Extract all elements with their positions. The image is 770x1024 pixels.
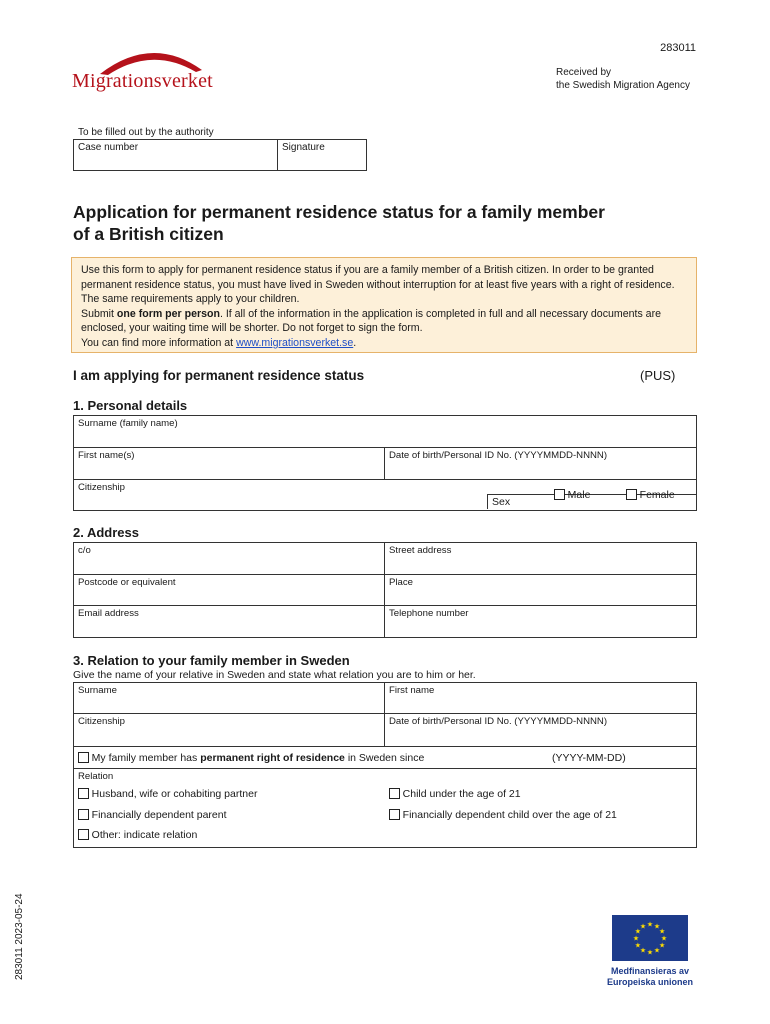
sex-box [487,489,696,509]
dob-field[interactable] [385,448,696,479]
option-other[interactable] [78,829,197,841]
signature-label: Signature [282,142,325,153]
other-label: Other: indicate relation [91,829,198,841]
address-table [73,542,697,638]
postcode-field[interactable] [74,575,385,605]
option-parent[interactable] [78,809,227,821]
section-2-heading: 2. Address [73,525,139,540]
eu-star-icon: ★ [639,947,647,955]
eu-star-icon: ★ [632,935,640,943]
info-p2-pre: Submit [81,307,117,320]
citizenship-field[interactable] [74,480,696,510]
sex-label: Sex [492,496,511,508]
relative-dob-field[interactable] [385,714,696,746]
eu-star-icon: ★ [646,949,654,957]
relation-table [73,682,697,848]
info-p3-post: . [353,336,357,349]
case-number-field[interactable] [74,140,278,170]
perm-bold: permanent right of residence [200,752,345,764]
section-3-instructions: Give the name of your relative in Sweden and state what relation you are to him or her. [73,669,476,681]
authority-signature-field[interactable] [278,140,366,170]
date-format-hint: (YYYY-MM-DD) [552,752,626,764]
parent-label: Financially dependent parent [91,809,227,821]
eu-star-icon: ★ [658,928,666,936]
male-option[interactable] [554,489,590,501]
eu-cofunding-text [598,966,702,988]
website-link[interactable]: www.migrationsverket.se [236,336,354,349]
eu-line-1: Medfinansieras av [610,966,690,976]
eu-star-icon: ★ [646,921,654,929]
female-checkbox[interactable] [626,489,637,500]
eu-flag-icon [612,915,688,961]
relative-citizenship-label: Citizenship [78,716,125,727]
relative-first-name-label: First name [389,685,435,696]
authority-box [73,139,367,171]
info-box [71,257,697,353]
parent-checkbox[interactable] [78,809,89,820]
postcode-label: Postcode or equivalent [78,577,176,588]
child-over-21-label: Financially dependent child over the age of 21 [402,809,617,821]
authority-caption: To be filled out by the authority [78,127,214,138]
section-1-heading: 1. Personal details [73,398,188,413]
place-field[interactable] [385,575,696,605]
dob-label: Date of birth/Personal ID No. (YYYYMMDD-NNNN) [389,450,608,461]
relative-citizenship-field[interactable] [74,714,385,746]
permanent-right-checkbox[interactable] [78,752,89,763]
child-over-21-checkbox[interactable] [389,809,400,820]
option-child[interactable] [389,788,521,800]
personal-details-table [73,415,697,511]
permanent-right-text [92,752,425,764]
eu-star-icon: ★ [634,942,642,950]
form-title [73,201,693,245]
eu-star-icon: ★ [660,935,668,943]
first-names-field[interactable] [74,448,385,479]
info-paragraph-2 [81,307,687,336]
spouse-checkbox[interactable] [78,788,89,799]
eu-flag-svg [612,915,688,961]
relation-label: Relation [78,771,114,782]
child-checkbox[interactable] [389,788,400,799]
surname-field[interactable] [74,416,696,447]
place-label: Place [389,577,413,588]
received-line-1: Received by [556,67,612,78]
eu-line-2: Europeiska unionen [606,977,693,987]
male-label: Male [567,489,591,501]
section-3-heading: 3. Relation to your family member in Sweden [73,653,350,668]
eu-star-icon: ★ [639,923,647,931]
email-field[interactable] [74,606,385,637]
relation-options [74,769,696,847]
info-p3-pre: You can find more information at [81,336,237,349]
eu-star-icon: ★ [658,942,666,950]
info-p2-bold: one form per person [116,307,220,320]
eu-star-icon: ★ [653,947,661,955]
co-field[interactable] [74,543,385,574]
info-p2-post: . If all of the information in the application is completed in full and all necessary documents are enclosed, your waiting time will be shorter. Do not forget to sign the form. [81,307,661,335]
permanent-right-row [74,747,696,768]
agency-logo [72,40,232,96]
spouse-label: Husband, wife or cohabiting partner [91,788,258,800]
relative-dob-label: Date of birth/Personal ID No. (YYYYMMDD-NNNN) [389,716,608,727]
telephone-field[interactable] [385,606,696,637]
title-line-2: of a British citizen [73,224,224,244]
option-spouse[interactable] [78,788,257,800]
eu-star-icon: ★ [634,928,642,936]
first-names-label: First name(s) [78,450,135,461]
applying-heading: I am applying for permanent residence status [73,368,365,383]
logo-text: Migrationsverket [72,70,213,92]
eu-star-icon: ★ [653,923,661,931]
male-checkbox[interactable] [554,489,565,500]
telephone-label: Telephone number [389,608,469,619]
option-child-over-21[interactable] [389,809,617,821]
relative-surname-label: Surname [78,685,117,696]
child-label: Child under the age of 21 [402,788,521,800]
relative-first-name-field[interactable] [385,683,696,713]
case-number-label: Case number [78,142,139,153]
relative-surname-field[interactable] [74,683,385,713]
info-paragraph-3 [81,336,687,351]
side-form-code: 283011 2023-05-24 [14,893,25,980]
form-number: 283011 [660,42,696,54]
co-label: c/o [78,545,91,556]
perm-pre: My family member has [91,752,201,764]
title-line-1: Application for permanent residence status for a family member [73,202,605,222]
perm-post: in Sweden since [344,752,425,764]
email-label: Email address [78,608,139,619]
other-checkbox[interactable] [78,829,89,840]
received-by [556,66,690,92]
surname-label: Surname (family name) [78,418,178,429]
pus-code: (PUS) [640,368,676,383]
female-label: Female [639,489,675,501]
street-label: Street address [389,545,452,556]
female-option[interactable] [626,489,675,501]
citizenship-label: Citizenship [78,482,125,493]
street-address-field[interactable] [385,543,696,574]
received-line-2: the Swedish Migration Agency [556,80,690,91]
info-paragraph-1: Use this form to apply for permanent residence status if you are a family member of a British citizen. In order to be granted permanent residence status, you must have lived in Sweden without interruption for at least five years with a right of residence. The same requirements apply to your children. [81,264,675,306]
